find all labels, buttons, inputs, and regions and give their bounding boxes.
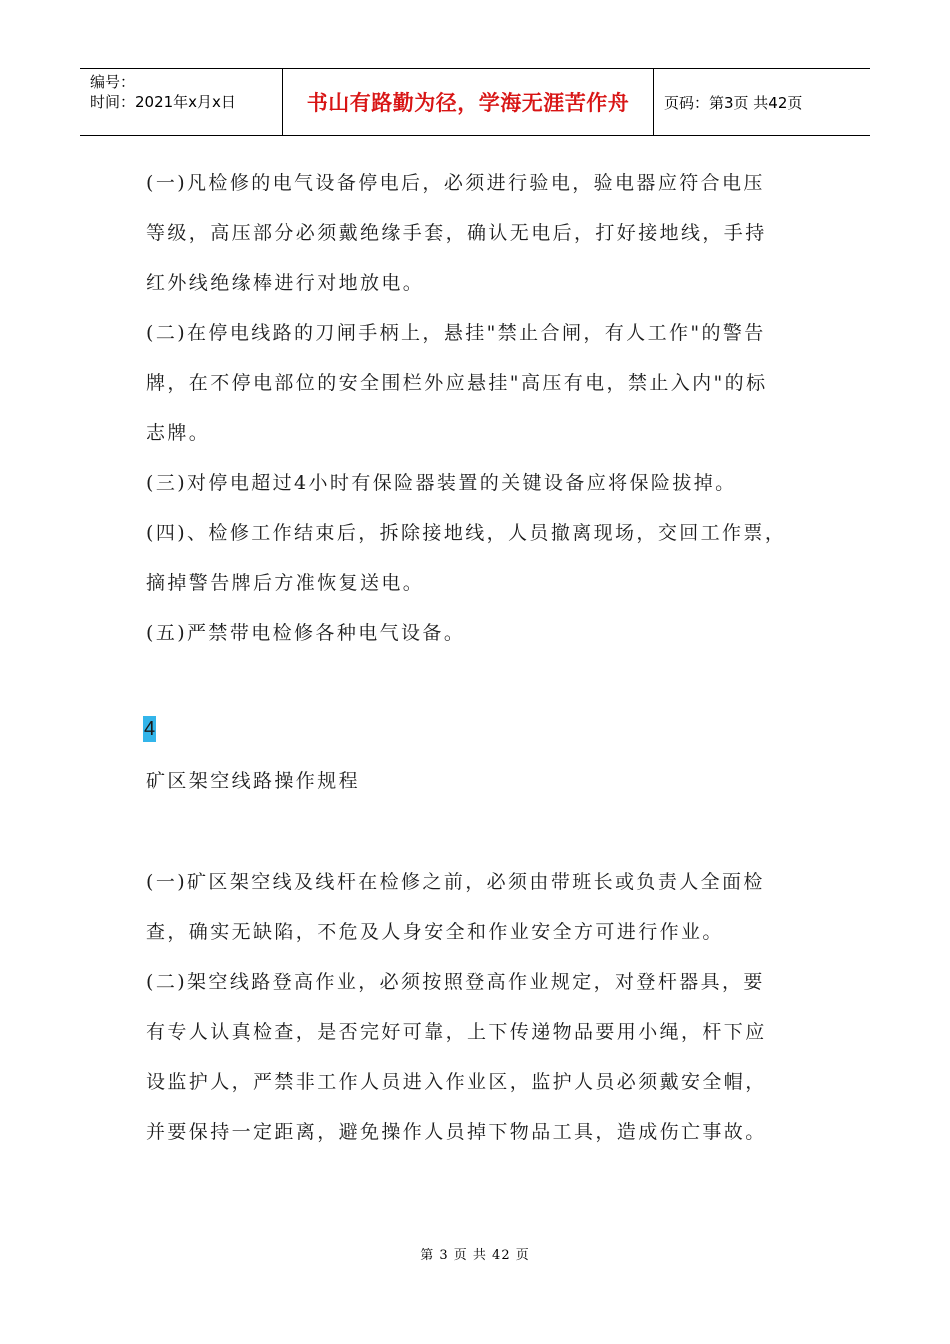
paragraph-line: 摘掉警告牌后方准恢复送电。 (146, 572, 425, 594)
paragraph-line: 红外线绝缘棒进行对地放电。 (146, 272, 425, 294)
code-label: 编号： (90, 73, 136, 91)
paragraph-line: 等级，高压部分必须戴绝缘手套，确认无电后，打好接地线，手持 (146, 222, 767, 244)
paragraph-line: 有专人认真检查，是否完好可靠，上下传递物品要用小绳，杆下应 (146, 1021, 767, 1043)
paragraph-line: 并要保持一定距离，避免操作人员掉下物品工具，造成伤亡事故。 (146, 1121, 767, 1143)
paragraph-line: (三)对停电超过4小时有保险器装置的关键设备应将保险拔掉。 (146, 472, 737, 494)
header-page-info: 页码：第3页 共42页 (664, 93, 803, 112)
paragraph-line: (二)架空线路登高作业，必须按照登高作业规定，对登杆器具，要 (146, 971, 765, 993)
paragraph-line: 志牌。 (146, 422, 211, 444)
paragraph (146, 158, 826, 308)
paragraph (146, 458, 826, 508)
time-label: 时间：2021年x月x日 (90, 93, 236, 111)
paragraph-line: (四)、检修工作结束后，拆除接地线，人员撤离现场，交回工作票， (146, 522, 787, 544)
paragraph-line: (一)矿区架空线及线杆在检修之前，必须由带班长或负责人全面检 (146, 871, 765, 893)
section-title: 矿区架空线路操作规程 (146, 770, 361, 792)
paragraph (146, 957, 826, 1157)
header-motto: 书山有路勤为径，学海无涯苦作舟 (282, 69, 654, 135)
paragraph (146, 857, 826, 957)
paragraph-line: (二)在停电线路的刀闸手柄上，悬挂"禁止合闸，有人工作"的警告 (146, 322, 766, 344)
page-footer: 第 3 页 共 42 页 (420, 1248, 530, 1263)
paragraph-line: 查，确实无缺陷，不危及人身安全和作业安全方可进行作业。 (146, 921, 724, 943)
paragraph-line: (五)严禁带电检修各种电气设备。 (146, 622, 466, 644)
paragraph (146, 508, 826, 608)
paragraph-line: 设监护人，严禁非工作人员进入作业区，监护人员必须戴安全帽， (146, 1071, 767, 1093)
document-header (80, 68, 870, 136)
section-number: 4 (144, 718, 156, 740)
header-meta (80, 69, 282, 135)
paragraph-line: (一)凡检修的电气设备停电后，必须进行验电，验电器应符合电压 (146, 172, 765, 194)
paragraph (146, 608, 826, 658)
paragraph (146, 308, 826, 458)
paragraph-line: 牌，在不停电部位的安全围栏外应悬挂"高压有电，禁止入内"的标 (146, 372, 768, 394)
